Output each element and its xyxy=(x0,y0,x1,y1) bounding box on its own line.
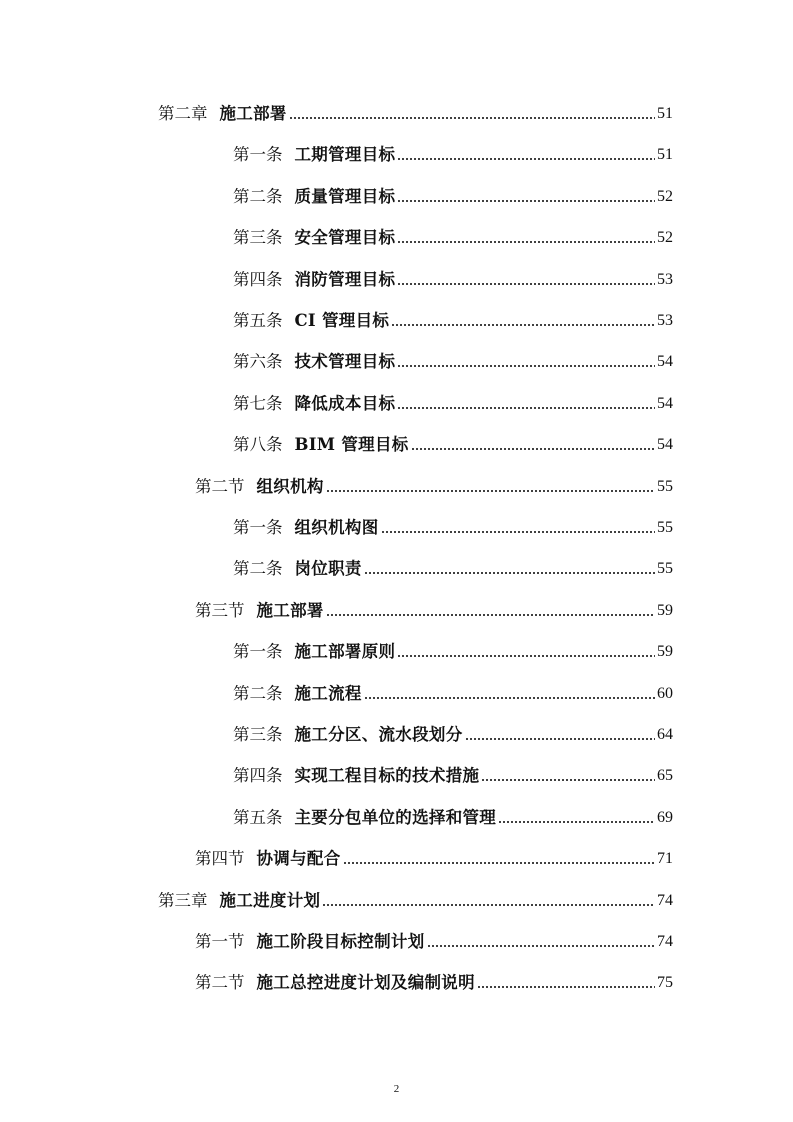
toc-entry-number: 第二章 xyxy=(158,104,208,123)
toc-entry-number: 第三节 xyxy=(195,601,245,620)
dot-leader xyxy=(477,985,655,989)
toc-entry-page: 55 xyxy=(657,519,673,536)
toc-entry-number: 第一条 xyxy=(233,518,283,537)
toc-entry[interactable] xyxy=(195,843,673,869)
toc-entry-number: 第三章 xyxy=(158,891,208,910)
toc-entry-page: 74 xyxy=(657,933,673,950)
toc-entry-page: 52 xyxy=(657,229,673,246)
toc-entry-number: 第二条 xyxy=(233,684,283,703)
toc-entry-number: 第二条 xyxy=(233,187,283,206)
toc-entry-title: 施工部署 xyxy=(256,601,324,620)
toc-entry-number: 第四条 xyxy=(233,270,283,289)
toc-entry[interactable] xyxy=(233,388,673,414)
toc-entry-title: BIM 管理目标 xyxy=(294,435,409,454)
toc-entry-page: 71 xyxy=(657,850,673,867)
dot-leader xyxy=(397,282,655,286)
toc-entry[interactable] xyxy=(195,471,673,497)
dot-leader xyxy=(322,903,655,907)
toc-entry-title: 组织机构图 xyxy=(294,518,379,537)
toc-entry-title: 安全管理目标 xyxy=(294,228,396,247)
toc-entry-page: 64 xyxy=(657,726,673,743)
dot-leader xyxy=(397,406,655,410)
dot-leader xyxy=(391,323,655,327)
toc-entry[interactable] xyxy=(233,264,673,290)
toc-entry-number: 第一节 xyxy=(195,932,245,951)
page-number: 2 xyxy=(393,1083,400,1095)
dot-leader xyxy=(397,240,655,244)
toc-entry-title: 施工进度计划 xyxy=(219,891,321,910)
dot-leader xyxy=(364,571,655,575)
dot-leader xyxy=(364,696,655,700)
dot-leader xyxy=(381,530,656,534)
toc-entry-number: 第七条 xyxy=(233,394,283,413)
toc-entry-page: 51 xyxy=(657,146,673,163)
toc-entry-page: 54 xyxy=(657,353,673,370)
dot-leader xyxy=(465,737,656,741)
toc-entry[interactable] xyxy=(233,139,673,165)
toc-entry-number: 第四节 xyxy=(195,849,245,868)
toc-entry[interactable] xyxy=(195,967,673,993)
toc-entry[interactable] xyxy=(233,760,673,786)
toc-entry-number: 第三条 xyxy=(233,725,283,744)
toc-entry-title: 主要分包单位的选择和管理 xyxy=(294,808,497,827)
dot-leader xyxy=(343,861,656,865)
dot-leader xyxy=(397,157,655,161)
toc-entry-title: 施工总控进度计划及编制说明 xyxy=(256,973,475,992)
toc-entry[interactable] xyxy=(233,346,673,372)
toc-entry[interactable] xyxy=(233,719,673,745)
toc-entry[interactable] xyxy=(233,429,673,455)
dot-leader xyxy=(326,613,655,617)
dot-leader xyxy=(397,364,655,368)
toc-entry[interactable] xyxy=(233,305,673,331)
toc-entry-page: 52 xyxy=(657,188,673,205)
toc-entry-page: 55 xyxy=(657,560,673,577)
toc-entry-title: 施工部署 xyxy=(219,104,287,123)
toc-entry-title: 质量管理目标 xyxy=(294,187,396,206)
toc-entry[interactable] xyxy=(158,98,673,124)
toc-entry-title: 施工阶段目标控制计划 xyxy=(256,932,425,951)
toc-entry-title: 消防管理目标 xyxy=(294,270,396,289)
toc-entry-page: 65 xyxy=(657,767,673,784)
toc-entry[interactable] xyxy=(195,926,673,952)
toc-entry[interactable] xyxy=(233,512,673,538)
toc-entry[interactable] xyxy=(195,595,673,621)
toc-entry[interactable] xyxy=(233,222,673,248)
toc-entry-page: 59 xyxy=(657,602,673,619)
toc-entry-page: 75 xyxy=(657,974,673,991)
toc-entry-title: 组织机构 xyxy=(256,477,324,496)
dot-leader xyxy=(397,199,655,203)
dot-leader xyxy=(397,654,655,658)
toc-entry[interactable] xyxy=(233,802,673,828)
toc-entry-number: 第二节 xyxy=(195,973,245,992)
toc-entry-page: 53 xyxy=(657,271,673,288)
toc-entry[interactable] xyxy=(158,885,673,911)
dot-leader xyxy=(427,944,656,948)
dot-leader xyxy=(411,447,655,451)
toc-entry-title: 协调与配合 xyxy=(256,849,341,868)
toc-entry-number: 第五条 xyxy=(233,808,283,827)
toc-entry-title: 实现工程目标的技术措施 xyxy=(294,766,480,785)
toc-entry-page: 51 xyxy=(657,105,673,122)
toc-entry-title: 工期管理目标 xyxy=(294,145,396,164)
toc-entry-title: CI 管理目标 xyxy=(294,311,390,330)
toc-entry-title: 岗位职责 xyxy=(294,559,362,578)
dot-leader xyxy=(481,778,655,782)
toc-entry[interactable] xyxy=(233,553,673,579)
dot-leader xyxy=(326,489,655,493)
toc-entry-title: 降低成本目标 xyxy=(294,394,396,413)
toc-entry-title: 施工流程 xyxy=(294,684,362,703)
toc-entry-page: 54 xyxy=(657,395,673,412)
toc-entry-number: 第六条 xyxy=(233,352,283,371)
toc-entry-number: 第二条 xyxy=(233,559,283,578)
toc-entry-number: 第八条 xyxy=(233,435,283,454)
toc-entry-page: 59 xyxy=(657,643,673,660)
toc-entry-page: 55 xyxy=(657,478,673,495)
toc-entry[interactable] xyxy=(233,678,673,704)
toc-entry-number: 第五条 xyxy=(233,311,283,330)
toc-entry-number: 第一条 xyxy=(233,145,283,164)
toc-entry-number: 第四条 xyxy=(233,766,283,785)
toc-entry-number: 第二节 xyxy=(195,477,245,496)
toc-entry-page: 69 xyxy=(657,809,673,826)
toc-entry-number: 第三条 xyxy=(233,228,283,247)
toc-entry[interactable] xyxy=(233,636,673,662)
toc-entry-title: 施工分区、流水段划分 xyxy=(294,725,463,744)
toc-entry[interactable] xyxy=(233,181,673,207)
toc-entry-page: 74 xyxy=(657,892,673,909)
toc-entry-page: 60 xyxy=(657,685,673,702)
dot-leader xyxy=(498,820,655,824)
toc-entry-page: 53 xyxy=(657,312,673,329)
toc-entry-title: 技术管理目标 xyxy=(294,352,396,371)
dot-leader xyxy=(289,116,655,120)
toc-entry-number: 第一条 xyxy=(233,642,283,661)
toc-entry-title: 施工部署原则 xyxy=(294,642,396,661)
toc-entry-page: 54 xyxy=(657,436,673,453)
